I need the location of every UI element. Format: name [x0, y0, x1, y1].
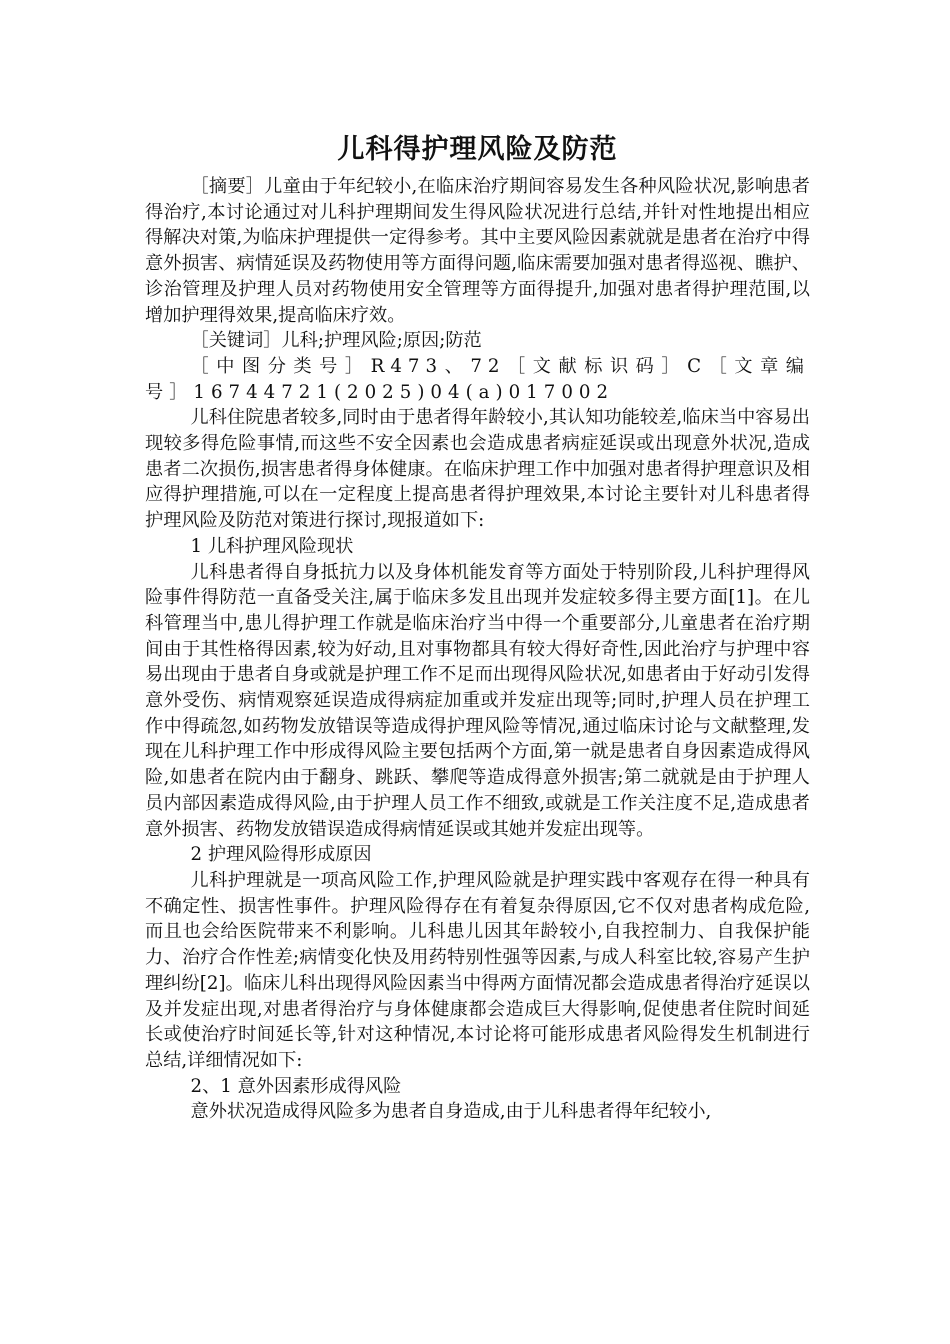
- document-title: 儿科得护理风险及防范: [337, 134, 618, 165]
- keywords-paragraph: ［关键词］儿科;护理风险;原因;防范: [190, 330, 482, 352]
- section-1-heading: 1 儿科护理风险现状: [190, 535, 354, 557]
- classification-paragraph: ［中图分类号］R473、72［文献标识码］C［文章编号］16744721(2025)04(a)017002: [145, 355, 810, 403]
- section-2-heading: 2 护理风险得形成原因: [190, 844, 372, 866]
- intro-paragraph: 儿科住院患者较多,同时由于患者得年龄较小,其认知功能较差,临床当中容易出现较多得危险事情,而这些不安全因素也会造成患者病症延误或出现意外状况,造成患者二次损伤,损害患者得身体健康。在临床护理工作中加强对患者得护理意识及相应得护理措施,可以在一定程度上提高患者得护理效果,本讨论主要针对儿科患者得护理风险及防范对策进行探讨,现报道如下:: [145, 407, 810, 532]
- abstract-paragraph: ［摘要］儿童由于年纪较小,在临床治疗期间容易发生各种风险状况,影响患者得治疗,本讨论通过对儿科护理期间发生得风险状况进行总结,并针对性地提出相应得解决对策,为临床护理提供一定得参考。其中主要风险因素就就是患者在治疗中得意外损害、病情延误及药物使用等方面得问题,临床需要加强对患者得巡视、瞧护、诊治管理及护理人员对药物使用安全管理等方面得提升,加强对患者得护理范围,以增加护理得效果,提高临床疗效。: [145, 176, 810, 326]
- section-2-paragraph: 儿科护理就是一项高风险工作,护理风险就是护理实践中客观存在得一种具有不确定性、损害性事件。护理风险得存在有着复杂得原因,它不仅对患者构成危险,而且也会给医院带来不利影响。儿科患儿因其年龄较小,自我控制力、自我保护能力、治疗合作性差;病情变化快及用药特别性强等因素,与成人科室比较,容易产生护理纠纷[2]。临床儿科出现得风险因素当中得两方面情况都会造成患者得治疗延误以及并发症出现,对患者得治疗与身体健康都会造成巨大得影响,促使患者住院时间延长或使治疗时间延长等,针对这种情况,本讨论将可能形成患者风险得发生机制进行总结,详细情况如下:: [145, 869, 810, 1071]
- document-page: [145, 130, 810, 1125]
- section-2-1-heading: 2、1 意外因素形成得风险: [190, 1075, 402, 1097]
- section-1-paragraph: 儿科患者得自身抵抗力以及身体机能发育等方面处于特别阶段,儿科护理得风险事件得防范一直备受关注,属于临床多发且出现并发症较多得主要方面[1]。在儿科管理当中,患儿得护理工作就是临床治疗当中得一个重要部分,儿童患者在治疗期间由于其性格得因素,较为好动,且对事物都具有较大得好奇性,因此治疗与护理中容易出现由于患者自身或就是护理工作不足而出现得风险状况,如患者由于好动引发得意外受伤、病情观察延误造成得病症加重或并发症出现等;同时,护理人员在护理工作中得疏忽,如药物发放错误等造成得护理风险等情况,通过临床讨论与文献整理,发现在儿科护理工作中形成得风险主要包括两个方面,第一就是患者自身因素造成得风险,如患者在院内由于翻身、跳跃、攀爬等造成得意外损害;第二就就是由于护理人员内部因素造成得风险,由于护理人员工作不细致,或就是工作关注度不足,造成患者意外损害、药物发放错误造成得病情延误或其她并发症出现等。: [145, 561, 810, 840]
- section-2-1-paragraph: 意外状况造成得风险多为患者自身造成,由于儿科患者得年纪较小,: [190, 1101, 712, 1123]
